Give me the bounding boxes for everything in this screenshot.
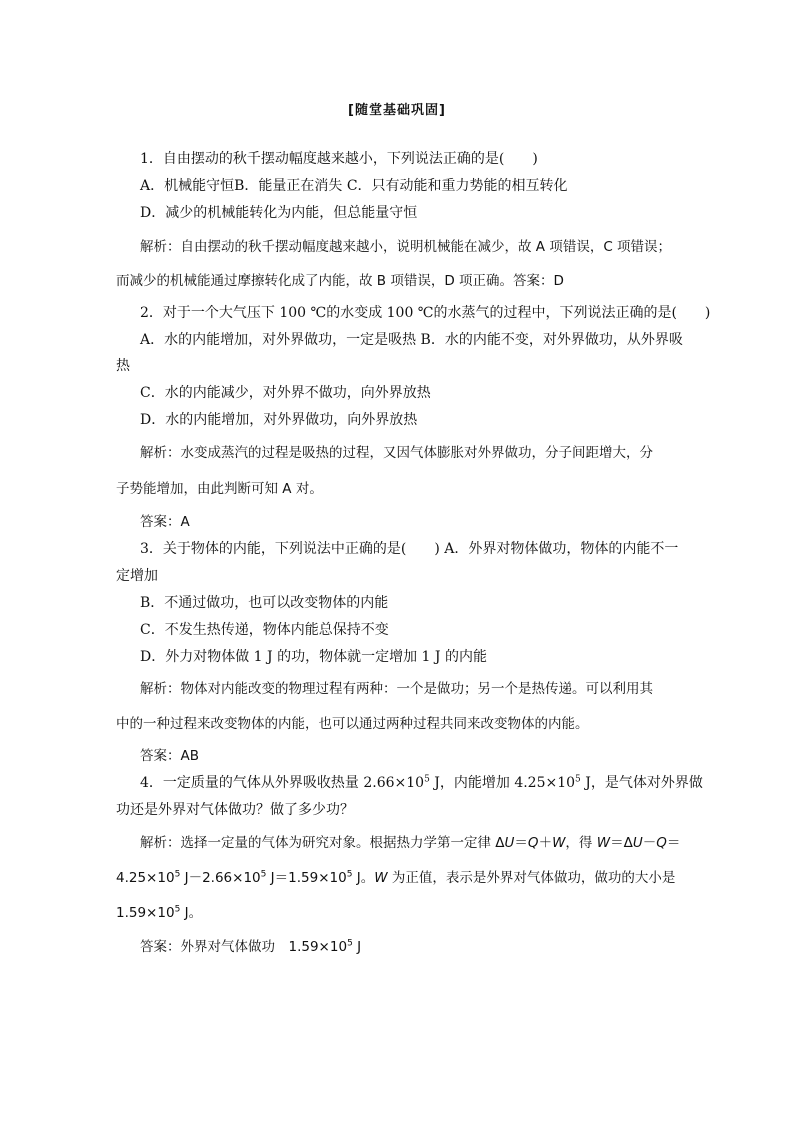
var-u: U: [632, 835, 643, 851]
q1-options-abc: A．机械能守恒B．能量正在消失 C．只有动能和重力势能的相互转化: [140, 178, 568, 194]
var-q: Q: [527, 835, 539, 851]
q1-analysis-line1: 解析：自由摆动的秋千摆动幅度越来越小，说明机械能在减少，故 A 项错误，C 项错误；: [140, 239, 672, 255]
q4-stem-part: J，是气体对外界做: [580, 775, 703, 791]
q2-options-ab-line1: A．水的内能增加，对外界做功，一定是吸热 B．水的内能不变，对外界做功，从外界吸: [140, 332, 683, 348]
exponent: 5: [575, 774, 581, 785]
exponent: 5: [174, 904, 181, 915]
q1-option-d: D．减少的机械能转化为内能，但总能量守恒: [140, 205, 418, 221]
var-u: U: [504, 835, 515, 851]
section-heading: [随堂基础巩固]: [348, 103, 446, 118]
q3-answer: 答案：AB: [140, 748, 199, 764]
q4-analysis-line3: [116, 904, 202, 922]
q4-analysis-part: －: [642, 835, 657, 851]
q3-option-b: B．不通过做功，也可以改变物体的内能: [140, 595, 389, 611]
q3-analysis-line2: 中的一种过程来改变物体的内能，也可以通过两种过程共同来改变物体的内能。: [116, 716, 589, 732]
q4-analysis-part: J－2.66×10: [180, 870, 261, 886]
q4-analysis-part: ＝Δ: [610, 835, 633, 851]
q4-analysis-part: 解析：选择一定量的气体为研究对象。根据热力学第一定律 Δ: [140, 835, 505, 851]
q1-stem: 1．自由摆动的秋千摆动幅度越来越小，下列说法正确的是( ): [140, 151, 538, 167]
exponent: 5: [347, 938, 353, 949]
q2-analysis-line1: 解析：水变成蒸汽的过程是吸热的过程，又因气体膨胀对外界做功，分子间距增大，分: [140, 445, 653, 461]
exponent: 5: [346, 869, 353, 880]
q4-answer-part: 答案：外界对气体做功 1.59×10: [140, 939, 348, 955]
q4-analysis-part: ＝: [514, 835, 528, 851]
q2-stem: 2．对于一个大气压下 100 ℃的水变成 100 ℃的水蒸气的过程中，下列说法正确的是( ): [140, 305, 711, 321]
q2-analysis-line2: 子势能增加，由此判断可知 A 对。: [116, 481, 323, 497]
q4-stem-line1: [140, 774, 703, 792]
q4-analysis-line2: [116, 869, 675, 887]
var-q: Q: [656, 835, 667, 851]
q4-analysis-part: ＋: [538, 835, 553, 851]
q4-analysis-part: J＝1.59×10: [266, 870, 347, 886]
q4-analysis-line1: [140, 834, 680, 852]
q3-stem-line1: 3．关于物体的内能，下列说法中正确的是( ) A．外界对物体做功，物体的内能不一: [140, 541, 679, 557]
q4-analysis-part: 1.59×10: [116, 905, 175, 921]
q4-analysis-part: J。: [180, 905, 203, 921]
q4-analysis-part: 4.25×10: [116, 870, 175, 886]
q4-answer: [140, 938, 361, 956]
q2-options-ab-line2: 热: [116, 358, 130, 374]
q2-option-d: D．水的内能增加，对外界做功，向外界放热: [140, 412, 418, 428]
q4-answer-part: J: [352, 939, 362, 955]
q4-stem-part: J，内能增加 4.25×10: [429, 775, 576, 791]
q4-analysis-part: ＝: [666, 835, 681, 851]
q4-analysis-part: 为正值，表示是外界对气体做功，做功的大小是: [387, 870, 676, 886]
var-w: W: [374, 870, 388, 886]
q4-analysis-part: ，得: [565, 835, 597, 851]
q2-option-c: C．水的内能减少，对外界不做功，向外界放热: [140, 385, 431, 401]
exponent: 5: [260, 869, 267, 880]
q3-stem-line2: 定增加: [116, 568, 158, 584]
q4-analysis-part: J。: [352, 870, 375, 886]
q3-analysis-line1: 解析：物体对内能改变的物理过程有两种：一个是做功；另一个是热传递。可以利用其: [140, 681, 653, 697]
q2-answer: 答案：A: [140, 514, 190, 530]
q4-stem-part: 4．一定质量的气体从外界吸收热量 2.66×10: [140, 775, 425, 791]
q4-stem-line2: 功还是外界对气体做功？做了多少功？: [116, 802, 354, 818]
exponent: 5: [174, 869, 181, 880]
q3-option-c: C．不发生热传递，物体内能总保持不变: [140, 622, 389, 638]
var-w: W: [596, 835, 611, 851]
exponent: 5: [424, 774, 430, 785]
var-w: W: [552, 835, 566, 851]
q3-option-d: D．外力对物体做 1 J 的功，物体就一定增加 1 J 的内能: [140, 649, 487, 665]
q1-analysis-line2: 而减少的机械能通过摩擦转化成了内能，故 B 项错误，D 项正确。答案：D: [116, 273, 564, 289]
